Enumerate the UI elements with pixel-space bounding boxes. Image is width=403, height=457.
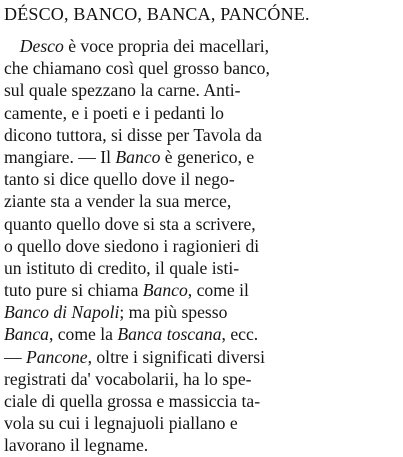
text-run: quanto quello dove si sta a scrivere, [3, 213, 256, 234]
text-run: — [3, 346, 26, 367]
text-run: , ecc. [221, 324, 259, 345]
italic-term: Banca toscana [117, 324, 222, 345]
text-run: dicono tuttora, si disse per Tavola da [3, 124, 262, 145]
text-line [0, 213, 399, 235]
text-run: ; ma più spesso [119, 302, 228, 323]
text-line [0, 301, 399, 323]
text-run: vola su cui i legnajuoli piallano e [3, 413, 238, 434]
text-run: ziante sta a vender la sua merce, [3, 191, 232, 212]
text-line [0, 168, 399, 190]
text-run: o quello dove siedono i ragionieri di [3, 235, 260, 256]
text-line [0, 35, 399, 57]
text-line [0, 235, 399, 257]
text-run: tanto si dice quello dove il nego- [3, 169, 235, 190]
text-run: , come il [187, 280, 249, 301]
text-run: che chiamano così quel grosso banco, [3, 58, 270, 79]
text-run: lavorano il legname. [3, 435, 149, 456]
italic-term: Pancone [25, 346, 88, 367]
text-line [0, 434, 399, 456]
text-line [0, 190, 399, 212]
text-run: è voce propria dei macellari, [63, 36, 270, 56]
text-line [0, 146, 399, 168]
italic-term: Banco di Napoli [3, 302, 120, 323]
text-run: un istituto di credito, il quale isti- [3, 257, 240, 278]
italic-term: Desco [19, 36, 64, 56]
text-line [0, 279, 399, 301]
text-line [0, 257, 399, 279]
italic-term: Banco [142, 280, 188, 301]
text-line [0, 79, 399, 101]
text-run: , come la [48, 324, 118, 345]
text-line [0, 102, 399, 124]
text-line [0, 323, 399, 345]
text-run: sul quale spezzano la carne. Anti- [3, 80, 241, 101]
italic-term: Banca [3, 324, 49, 345]
italic-term: Banco [115, 146, 161, 167]
text-line [0, 368, 399, 390]
text-line [0, 124, 399, 146]
text-run: camente, e i poeti e i pedanti lo [3, 102, 224, 123]
text-run: registrati da' vocabolarii, ha lo spe- [3, 368, 252, 389]
text-line [0, 57, 399, 79]
text-line [0, 346, 399, 368]
text-run: , oltre i significati diversi [87, 346, 266, 367]
entry-body [0, 35, 403, 457]
text-line [0, 412, 399, 434]
text-run: mangiare. — Il [3, 146, 116, 167]
text-run: è generico, e [160, 146, 255, 167]
text-run: tuto pure si chiama [3, 280, 143, 301]
text-line [0, 390, 399, 412]
entry-heading: DÉSCO, BANCO, BANCA, PANCÓNE. [4, 4, 310, 24]
text-run: ciale di quella grossa e massiccia ta- [3, 391, 261, 411]
